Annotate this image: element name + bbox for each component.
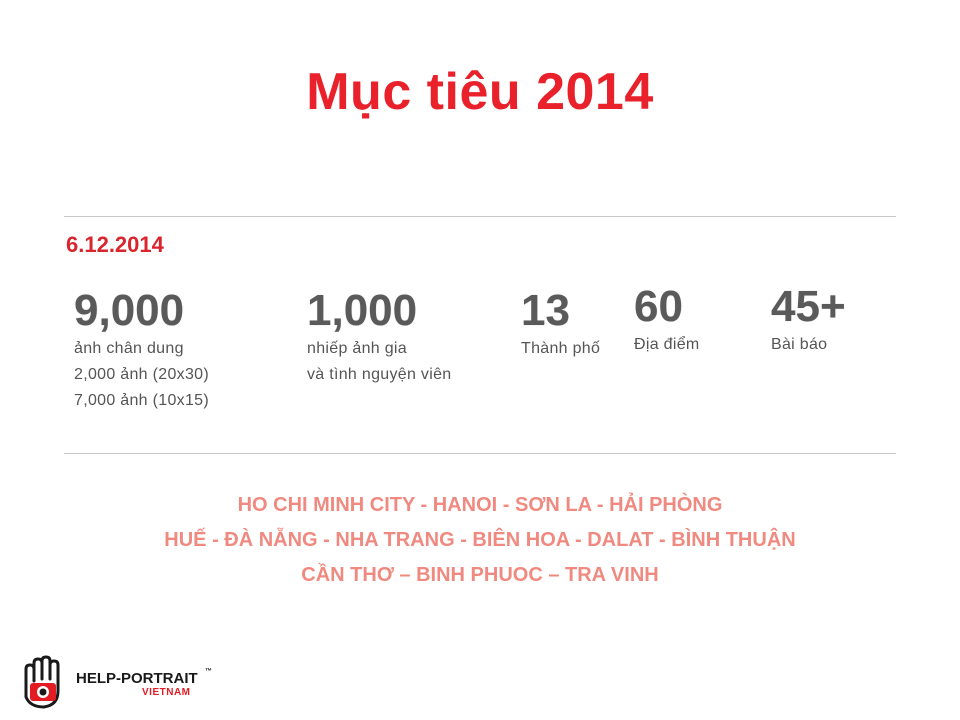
city-line: HO CHI MINH CITY - HANOI - SƠN LA - HẢI PHÒNG [237, 494, 723, 516]
stat-value: 1,000 [307, 286, 418, 335]
stat-value: 45+ [771, 282, 846, 331]
logo-name: HELP-PORTRAIT [76, 670, 198, 687]
city-list [0, 488, 960, 593]
city-line: CẦN THƠ – BINH PHUOC – TRA VINH [301, 564, 659, 586]
slide-title: Mục tiêu 2014 [306, 63, 654, 121]
stat-label: nhiếp ảnh gia [307, 340, 407, 357]
stat-detail: 7,000 ảnh (10x15) [74, 392, 209, 409]
stat-detail: 2,000 ảnh (20x30) [74, 366, 209, 383]
stat-label: ảnh chân dung [74, 340, 184, 357]
stat-locations [634, 282, 700, 358]
event-date: 6.12.2014 [66, 232, 164, 257]
logo-subtitle: VIETNAM [142, 687, 191, 698]
stat-detail: và tình nguyện viên [307, 366, 452, 383]
hand-camera-icon [16, 655, 72, 711]
city-line: HUẾ - ĐÀ NẴNG - NHA TRANG - BIÊN HOA - DALAT - BÌNH THUẬN [164, 529, 796, 551]
stat-articles [771, 282, 846, 358]
stat-value: 9,000 [74, 286, 185, 335]
stat-portraits [74, 286, 209, 414]
stat-label: Thành phố [521, 340, 601, 357]
bottom-divider [64, 453, 896, 454]
stat-value: 13 [521, 286, 570, 335]
stat-cities [521, 286, 600, 362]
logo-trademark: ™ [205, 668, 212, 675]
stat-label: Bài báo [771, 336, 828, 353]
stat-label: Địa điểm [634, 336, 700, 353]
stat-value: 60 [634, 282, 683, 331]
stat-photographers [307, 286, 451, 388]
top-divider [64, 216, 896, 217]
